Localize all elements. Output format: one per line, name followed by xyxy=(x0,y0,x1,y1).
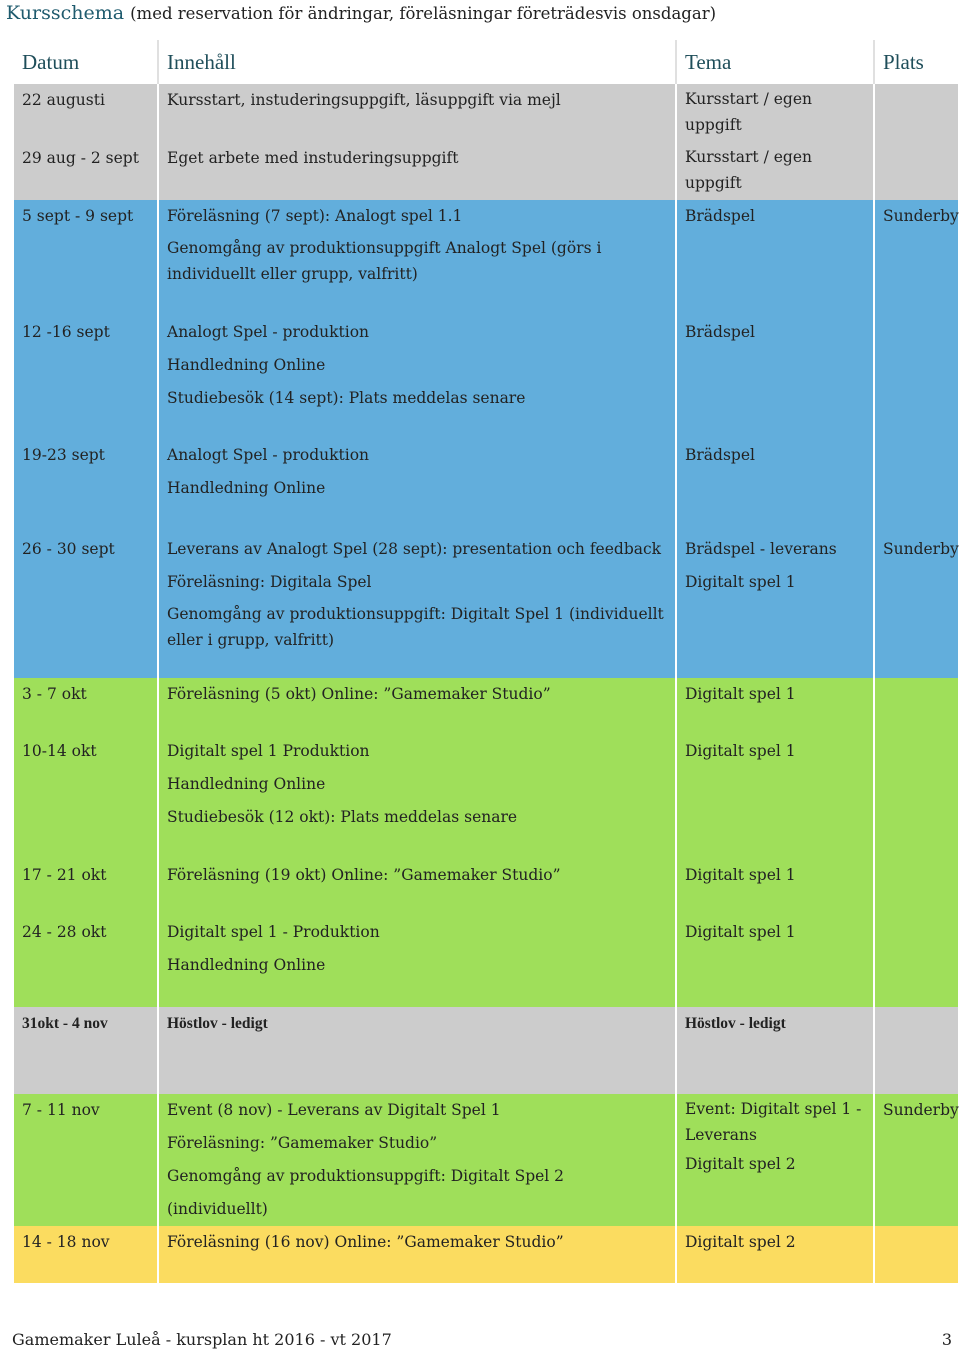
content-line: Föreläsning (5 okt) Online: ”Gamemaker Studio” xyxy=(167,685,551,703)
tema-line: Digitalt spel 1 xyxy=(685,685,796,703)
tema-line: Brädspel xyxy=(685,446,755,464)
cell-innehall xyxy=(158,316,676,439)
cell-datum xyxy=(14,859,158,916)
title-sub: (med reservation för ändringar, föreläsningar företrädesvis onsdagar) xyxy=(130,4,717,23)
cell-innehall xyxy=(158,1226,676,1283)
datum-text: 12 -16 sept xyxy=(22,323,110,341)
cell-datum xyxy=(14,916,158,1007)
table-row xyxy=(14,142,958,200)
cell-plats xyxy=(874,1007,958,1094)
cell-plats xyxy=(874,735,958,859)
plats-text: Sunderby xyxy=(883,1101,959,1119)
cell-datum xyxy=(14,678,158,735)
cell-plats xyxy=(874,533,958,678)
cell-tema xyxy=(676,859,874,916)
cell-tema xyxy=(676,533,874,678)
table-row xyxy=(14,1226,958,1283)
content-line: Digitalt spel 1 - Produktion xyxy=(167,923,380,941)
content-line: Studiebesök (12 okt): Plats meddelas senare xyxy=(167,808,518,826)
cell-datum xyxy=(14,200,158,316)
cell-innehall xyxy=(158,735,676,859)
tema-line: Digitalt spel 1 xyxy=(685,573,796,591)
datum-text: 7 - 11 nov xyxy=(22,1101,100,1119)
content-line: Handledning Online xyxy=(167,479,326,497)
content-line: Digitalt spel 1 Produktion xyxy=(167,742,370,760)
cell-datum xyxy=(14,439,158,533)
cell-tema xyxy=(676,142,874,200)
header-row xyxy=(14,40,958,84)
tema-line: Digitalt spel 1 xyxy=(685,742,796,760)
content-line: Studiebesök (14 sept): Plats meddelas senare xyxy=(167,389,526,407)
content-line: Föreläsning (16 nov) Online: ”Gamemaker Studio” xyxy=(167,1233,564,1251)
cell-innehall xyxy=(158,1007,676,1094)
content-line: Leverans av Analogt Spel (28 sept): presentation och feedback xyxy=(167,540,662,558)
content-line: Kursstart, instuderingsuppgift, läsuppgift via mejl xyxy=(167,91,561,109)
cell-tema xyxy=(676,1226,874,1283)
datum-text: 24 - 28 okt xyxy=(22,923,107,941)
cell-plats xyxy=(874,84,958,142)
content-line: Analogt Spel - produktion xyxy=(167,446,370,464)
cell-datum xyxy=(14,735,158,859)
table-row xyxy=(14,439,958,533)
cell-tema xyxy=(676,678,874,735)
cell-tema xyxy=(676,916,874,1007)
datum-text: 19-23 sept xyxy=(22,446,105,464)
content-line: Handledning Online xyxy=(167,356,326,374)
cell-innehall xyxy=(158,916,676,1007)
page-number: 3 xyxy=(941,1330,952,1349)
content-line: Handledning Online xyxy=(167,956,326,974)
cell-datum xyxy=(14,1226,158,1283)
datum-text: 17 - 21 okt xyxy=(22,866,107,884)
cell-tema xyxy=(676,316,874,439)
content-line: Genomgång av produktionsuppgift: Digitalt Spel 1 (individuellt eller i grupp, valfritt) xyxy=(167,605,664,649)
tema-line: Kursstart / egen uppgift xyxy=(685,90,812,134)
tema-line: Digitalt spel 2 xyxy=(685,1155,796,1173)
header-datum: Datum xyxy=(14,40,158,84)
tema-line: Digitalt spel 1 xyxy=(685,923,796,941)
content-line: Genomgång av produktionsuppgift Analogt Spel (görs i individuellt eller grupp, valfritt) xyxy=(167,239,602,283)
page-title xyxy=(6,2,716,24)
cell-tema xyxy=(676,1094,874,1226)
cell-datum xyxy=(14,316,158,439)
tema-line: Brädspel xyxy=(685,323,755,341)
content-line: Föreläsning (19 okt) Online: ”Gamemaker Studio” xyxy=(167,866,561,884)
table-row xyxy=(14,84,958,142)
schedule-table xyxy=(14,40,958,1283)
content-line: Event (8 nov) - Leverans av Digitalt Spel 1 xyxy=(167,1101,501,1119)
title-main: Kursschema xyxy=(6,2,125,24)
content-line: Analogt Spel - produktion xyxy=(167,323,370,341)
cell-datum xyxy=(14,1007,158,1094)
table-row xyxy=(14,200,958,316)
cell-plats xyxy=(874,439,958,533)
cell-tema xyxy=(676,1007,874,1094)
content-line: Handledning Online xyxy=(167,775,326,793)
table-row xyxy=(14,533,958,678)
datum-text: 10-14 okt xyxy=(22,742,97,760)
table-row xyxy=(14,678,958,735)
datum-text: 31okt - 4 nov xyxy=(22,1015,108,1032)
table-row xyxy=(14,1094,958,1226)
content-line: Föreläsning: ”Gamemaker Studio” xyxy=(167,1134,438,1152)
cell-plats xyxy=(874,1226,958,1283)
cell-tema xyxy=(676,735,874,859)
cell-datum xyxy=(14,84,158,142)
plats-text: Sunderby xyxy=(883,540,959,558)
cell-innehall xyxy=(158,142,676,200)
cell-plats xyxy=(874,1094,958,1226)
datum-text: 5 sept - 9 sept xyxy=(22,207,134,225)
tema-line: Brädspel xyxy=(685,207,755,225)
cell-innehall xyxy=(158,678,676,735)
header-innehall: Innehåll xyxy=(158,40,676,84)
cell-innehall xyxy=(158,439,676,533)
tema-line: Event: Digitalt spel 1 - Leverans xyxy=(685,1100,862,1144)
cell-plats xyxy=(874,200,958,316)
cell-innehall xyxy=(158,859,676,916)
footer-text: Gamemaker Luleå - kursplan ht 2016 - vt 2017 xyxy=(12,1330,392,1349)
cell-tema xyxy=(676,439,874,533)
content-line: Eget arbete med instuderingsuppgift xyxy=(167,149,459,167)
tema-line: Brädspel - leverans xyxy=(685,540,837,558)
cell-plats xyxy=(874,678,958,735)
datum-text: 26 - 30 sept xyxy=(22,540,115,558)
cell-innehall xyxy=(158,84,676,142)
tema-line: Digitalt spel 2 xyxy=(685,1233,796,1251)
tema-line: Kursstart / egen uppgift xyxy=(685,148,812,192)
datum-text: 29 aug - 2 sept xyxy=(22,149,139,167)
datum-text: 3 - 7 okt xyxy=(22,685,87,703)
plats-text: Sunderby xyxy=(883,207,959,225)
header-plats: Plats xyxy=(883,50,924,74)
cell-datum xyxy=(14,533,158,678)
table-row xyxy=(14,316,958,439)
cell-innehall xyxy=(158,1094,676,1226)
schedule-body xyxy=(14,84,958,1283)
header-tema: Tema xyxy=(676,40,874,84)
datum-text: 22 augusti xyxy=(22,91,105,109)
cell-tema xyxy=(676,200,874,316)
table-row xyxy=(14,1007,958,1094)
content-line: Höstlov - ledigt xyxy=(167,1015,268,1032)
datum-text: 14 - 18 nov xyxy=(22,1233,110,1251)
content-line: Föreläsning (7 sept): Analogt spel 1.1 xyxy=(167,207,463,225)
table-row xyxy=(14,735,958,859)
table-row xyxy=(14,859,958,916)
cell-innehall xyxy=(158,533,676,678)
cell-innehall xyxy=(158,200,676,316)
cell-plats xyxy=(874,916,958,1007)
content-line: Föreläsning: Digitala Spel xyxy=(167,573,372,591)
content-line: Genomgång av produktionsuppgift: Digitalt Spel 2 (individuellt) xyxy=(167,1167,565,1218)
tema-line: Höstlov - ledigt xyxy=(685,1015,786,1032)
cell-datum xyxy=(14,1094,158,1226)
tema-line: Digitalt spel 1 xyxy=(685,866,796,884)
cell-plats xyxy=(874,316,958,439)
cell-datum xyxy=(14,142,158,200)
table-row xyxy=(14,916,958,1007)
cell-tema xyxy=(676,84,874,142)
cell-plats xyxy=(874,859,958,916)
cell-plats xyxy=(874,142,958,200)
